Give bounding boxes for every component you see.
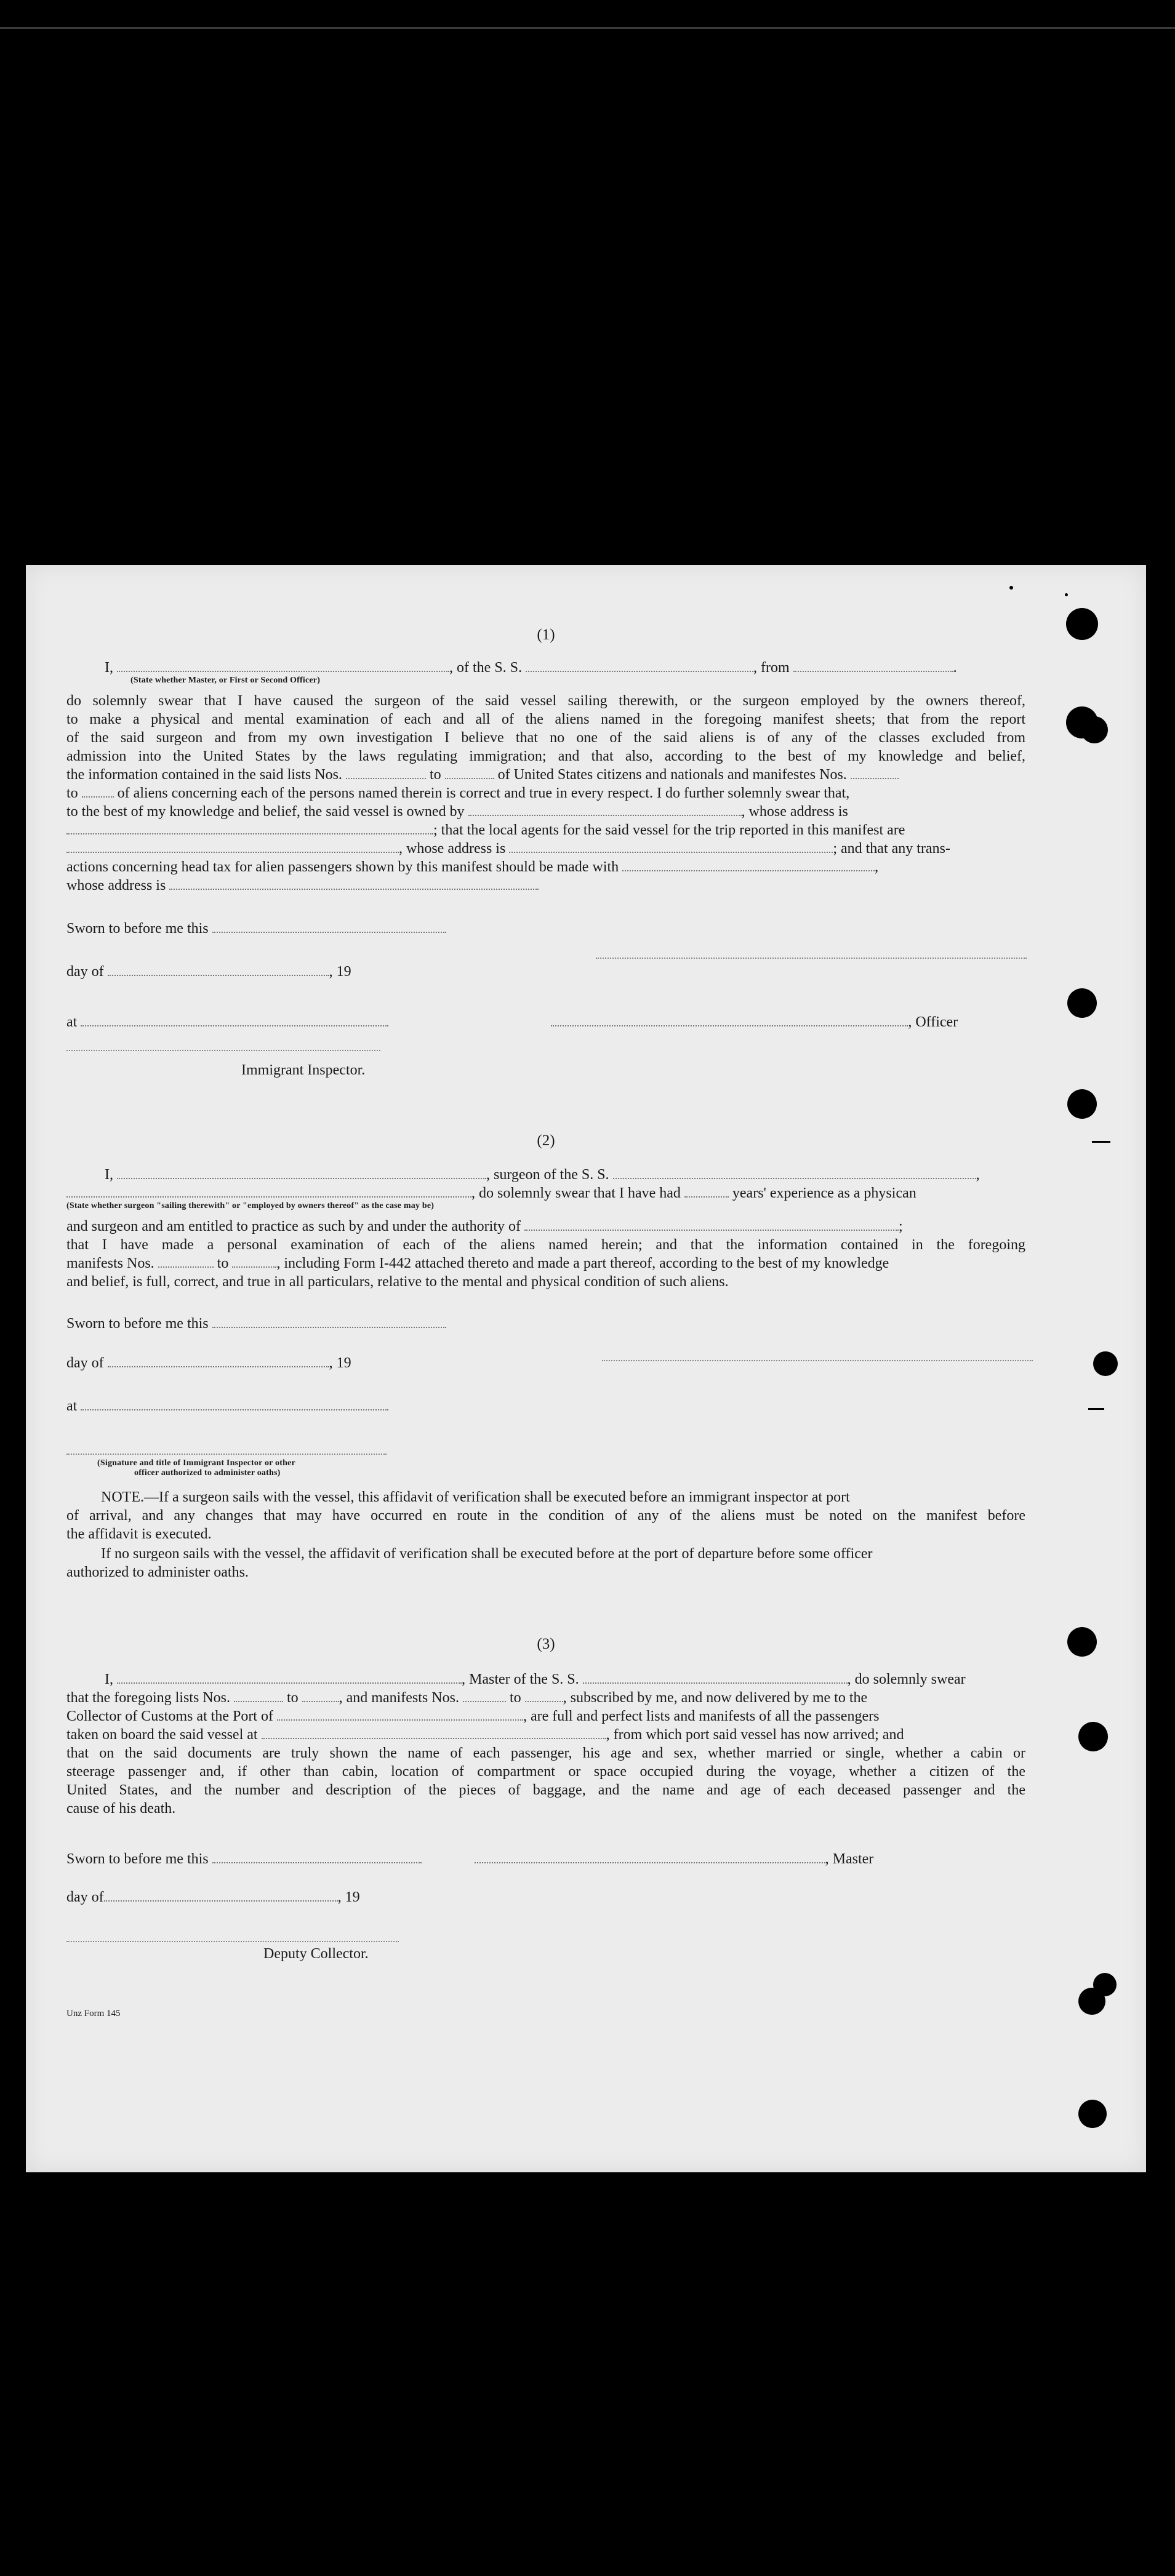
manifests-nos-label: , and manifests Nos.: [339, 1690, 459, 1706]
sec2-sworn-line: [66, 1314, 1025, 1333]
sec3-paragraph-line: [66, 1707, 1025, 1726]
punch-hole: [1067, 988, 1097, 1018]
sec1-paragraph-line: of the said surgeon and from my own investigation I believe that no one of the said aliens is of any of the classes excluded from: [66, 730, 1025, 746]
sec1-day-line: [66, 962, 1025, 981]
sec1-paragraph-line: [66, 839, 1025, 858]
edge-mark: [1088, 1408, 1104, 1410]
sec1-paragraph-line: [66, 802, 1025, 821]
sec1-line-officer: [66, 658, 1025, 677]
sec2-manifests-from-field[interactable]: [158, 1254, 214, 1268]
sec1-i: I,: [105, 660, 113, 676]
owner-address-label: , whose address is: [741, 804, 848, 820]
sec2-vessel-field[interactable]: [613, 1166, 976, 1179]
swear-label: , do solemnly swear: [847, 1671, 966, 1687]
day-of-label: day of: [66, 1889, 104, 1905]
form-number: Unz Form 145: [66, 2009, 121, 2018]
sec3-text: , from which port said vessel has now arrived; and: [606, 1727, 904, 1743]
owner-label: to the best of my knowledge and belief, the said vessel is owned by: [66, 804, 465, 820]
agents-address-label: , whose address is: [399, 841, 506, 857]
sworn-date-field[interactable]: [212, 919, 446, 933]
sec2-note-line: [66, 1545, 1025, 1563]
to-label: to: [66, 785, 78, 801]
affidavit-sheet: [26, 565, 1146, 2172]
sec2-signature-note-2: officer authorized to administer oaths): [134, 1468, 281, 1478]
sec3-paragraph-line: that on the said documents are truly shown the name of each passenger, his age and sex, whether married or single, whether a cabin or: [66, 1745, 1025, 1761]
punch-hole: [1093, 1351, 1118, 1376]
sec3-line-master: [66, 1670, 1025, 1689]
sec3-lists-to-field[interactable]: [302, 1689, 339, 1702]
section-1-number: (1): [537, 626, 555, 643]
punch-hole: [1078, 1722, 1108, 1751]
edge-mark: [1009, 586, 1013, 590]
sec1-paragraph-line: [66, 766, 1025, 784]
authority-field[interactable]: [524, 1217, 899, 1231]
head-tax-address-field[interactable]: [169, 876, 539, 890]
sec2-place-field[interactable]: [81, 1397, 388, 1410]
sec1-comma: ,: [875, 859, 879, 875]
punch-hole: [1067, 1089, 1097, 1119]
owner-field[interactable]: [468, 802, 742, 816]
master-name-field[interactable]: [117, 1670, 462, 1684]
lists-to-field[interactable]: [445, 766, 494, 779]
punch-hole: [1081, 716, 1108, 743]
sec2-paragraph-line: that I have made a personal examination of each of the aliens named herein; and that the information contained in the foregoing: [66, 1237, 1025, 1253]
lists-nos-label: the information contained in the said lists Nos.: [66, 767, 342, 783]
surgeon-status-field[interactable]: [66, 1184, 471, 1198]
master-of-label: , Master of the S. S.: [462, 1671, 579, 1687]
sec2-paragraph-line: [66, 1217, 1025, 1236]
deputy-collector-label: Deputy Collector.: [263, 1946, 369, 1962]
sec3-paragraph-line: cause of his death.: [66, 1801, 176, 1817]
years-experience-field[interactable]: [684, 1184, 729, 1198]
to-label: to: [429, 767, 441, 783]
sec3-text: , subscribed by me, and now delivered by me to the: [563, 1690, 868, 1706]
inspector-signature-line[interactable]: [66, 1049, 380, 1051]
sec1-sworn-line: [66, 919, 1025, 938]
note-text: If no surgeon sails with the vessel, the affidavit of verification shall be executed before at the port of departure before some officer: [101, 1546, 873, 1562]
swear-label: , do solemnly swear that I have had: [471, 1185, 681, 1201]
head-tax-text: actions concerning head tax for alien passengers shown by this manifest should be made with: [66, 859, 619, 875]
immigrant-inspector-label: Immigrant Inspector.: [241, 1062, 366, 1078]
sec2-i: I,: [105, 1167, 113, 1183]
master-label: , Master: [825, 1851, 874, 1867]
sec3-sworn-line: [66, 1850, 1025, 1868]
sec3-paragraph-line: [66, 1689, 1025, 1707]
punch-hole: [1067, 1627, 1097, 1657]
sec1-officer-note: (State whether Master, or First or Second Officer): [130, 676, 321, 685]
sec1-from-label: , from: [753, 660, 790, 676]
head-tax-label: ; and that any trans-: [833, 841, 950, 857]
sec3-lists-from-field[interactable]: [234, 1689, 283, 1702]
sec1-period: .: [953, 660, 957, 676]
sec3-text: , are full and perfect lists and manifests of all the passengers: [523, 1708, 880, 1724]
sec3-paragraph-line: United States, and the number and description of the pieces of baggage, and the name and age of each deceased passenger and the: [66, 1782, 1025, 1798]
sworn-label: Sworn to before me this: [66, 921, 209, 937]
sec3-paragraph-line: [66, 1726, 1025, 1744]
officer-name-field[interactable]: [117, 658, 449, 672]
owner-address-field[interactable]: [66, 821, 433, 834]
sec2-line-experience: [66, 1184, 1025, 1202]
day-of-label: day of: [66, 1355, 104, 1371]
departure-port-field[interactable]: [262, 1726, 606, 1739]
sec1-paragraph-line: [66, 821, 1025, 839]
sec2-note-line: of arrival, and any changes that may have occurred en route in the condition of any of the aliens must be noted on the manifest before: [66, 1508, 1025, 1524]
to-label: to: [509, 1690, 521, 1706]
sec3-i: I,: [105, 1671, 113, 1687]
sec1-at-line: [66, 1013, 1025, 1031]
sec3-sworn-date-field[interactable]: [212, 1850, 422, 1863]
sec2-note-line: the affidavit is executed.: [66, 1526, 212, 1542]
note-text: NOTE.—If a surgeon sails with the vessel, this affidavit of verification shall be executed before an immigrant inspector at port: [101, 1489, 850, 1505]
sec2-paragraph-line: [66, 1254, 1025, 1273]
from-port-field[interactable]: [793, 658, 953, 672]
sworn-label: Sworn to before me this: [66, 1316, 209, 1332]
day-of-label: day of: [66, 964, 104, 980]
at-label: at: [66, 1014, 78, 1030]
to-label: to: [286, 1690, 299, 1706]
sec3-day-line: [66, 1888, 1025, 1906]
agents-field[interactable]: [66, 839, 399, 853]
lists-from-field[interactable]: [346, 766, 426, 779]
sec1-text: of aliens concerning each of the persons named therein is correct and true in every respect. I do further solemnly swear that,: [117, 785, 850, 801]
lists-nos-label: that the foregoing lists Nos.: [66, 1690, 230, 1706]
officer-title-field[interactable]: [551, 1013, 908, 1026]
month-field[interactable]: [108, 962, 329, 976]
sec1-paragraph-line: [66, 784, 1025, 802]
sec2-paragraph-line: and belief, is full, correct, and true in all particulars, relative to the mental and physical condition of such aliens.: [66, 1274, 729, 1290]
year-label: , 19: [337, 1889, 360, 1905]
sec1-paragraph-line: do solemnly swear that I have caused the surgeon of the said vessel sailing therewith, or the surgeon employed by the owners thereof,: [66, 693, 1025, 709]
sec2-surgeon-note: (State whether surgeon "sailing therewith" or "employed by owners thereof" as the case may be): [66, 1201, 435, 1210]
sec2-inspector-signature-line[interactable]: [66, 1452, 387, 1455]
sec1-paragraph-line: to make a physical and mental examination of each and all of the aliens named in the foregoing manifest sheets; that from the report: [66, 711, 1025, 727]
sec2-manifests-to-field[interactable]: [232, 1254, 276, 1268]
agents-label: ; that the local agents for the said vessel for the trip reported in this manifest are: [433, 822, 905, 838]
surgeon-of-label: , surgeon of the S. S.: [486, 1167, 609, 1183]
sec2-note-line: [66, 1488, 1025, 1506]
place-field[interactable]: [81, 1013, 388, 1026]
collector-port-label: Collector of Customs at the Port of: [66, 1708, 273, 1724]
sec3-vessel-field[interactable]: [583, 1670, 848, 1684]
officer-label: , Officer: [908, 1014, 958, 1030]
sec1-ss-label: , of the S. S.: [449, 660, 523, 676]
manifests-from-field[interactable]: [851, 766, 899, 779]
manifests-to-field[interactable]: [82, 784, 114, 798]
sec1-paragraph-line: [66, 858, 1025, 876]
at-label: at: [66, 1398, 78, 1414]
experience-label: years' experience as a physican: [732, 1185, 916, 1201]
sec2-line-surgeon: [66, 1166, 1025, 1184]
sec2-signature-note-1: (Signature and title of Immigrant Inspector or other: [97, 1458, 295, 1468]
sec3-manifests-to-field[interactable]: [525, 1689, 563, 1702]
sec2-day-line: [66, 1354, 1025, 1372]
section-2-number: (2): [537, 1132, 555, 1149]
sec1-paragraph-line: admission into the United States by the laws regulating immigration; and that also, according to the best of my knowledge and belief,: [66, 748, 1025, 764]
punch-hole: [1093, 1973, 1117, 1996]
head-tax-party-field[interactable]: [622, 858, 875, 871]
punch-hole: [1066, 608, 1098, 640]
sec2-semicolon: ;: [899, 1218, 903, 1234]
sec3-month-field[interactable]: [104, 1888, 338, 1902]
section-3-number: (3): [537, 1636, 555, 1652]
sec2-note-line: authorized to administer oaths.: [66, 1564, 249, 1580]
year-label: , 19: [329, 964, 351, 980]
whose-address-label: whose address is: [66, 878, 166, 894]
top-border-line: [0, 27, 1175, 29]
sec1-paragraph-line: [66, 876, 1025, 895]
agents-address-field[interactable]: [509, 839, 833, 853]
form-i442-text: , including Form I-442 attached thereto and made a part thereof, according to the best of my knowledge: [276, 1255, 889, 1271]
edge-mark: [1092, 1141, 1110, 1143]
year-label: , 19: [329, 1355, 351, 1371]
sec2-at-line: [66, 1397, 1025, 1415]
edge-mark: [1065, 593, 1068, 596]
sec2-month-field[interactable]: [108, 1354, 329, 1367]
sworn-label: Sworn to before me this: [66, 1851, 209, 1867]
collector-signature-line[interactable]: [66, 1940, 399, 1942]
punch-hole: [1078, 2100, 1107, 2128]
manifests-nos-label: of United States citizens and nationals and manifestes Nos.: [497, 767, 847, 783]
manifests-nos-label: manifests Nos.: [66, 1255, 154, 1271]
collector-port-field[interactable]: [277, 1707, 523, 1721]
surgeon-name-field[interactable]: [117, 1166, 486, 1179]
vessel-name-field[interactable]: [526, 658, 753, 672]
to-label: to: [217, 1255, 229, 1271]
sec3-paragraph-line: steerage passenger and, if other than cabin, location of compartment or space occupied during the voyage, whether a citizen of the: [66, 1764, 1025, 1780]
authority-label: and surgeon and am entitled to practice as such by and under the authority of: [66, 1218, 521, 1234]
taken-on-board-label: taken on board the said vessel at: [66, 1727, 258, 1743]
sec3-manifests-from-field[interactable]: [463, 1689, 506, 1702]
sec2-sworn-date-field[interactable]: [212, 1314, 446, 1328]
sec2-comma: ,: [976, 1167, 980, 1183]
officer-signature-line[interactable]: [596, 956, 1027, 959]
master-signature-field[interactable]: [475, 1850, 825, 1863]
